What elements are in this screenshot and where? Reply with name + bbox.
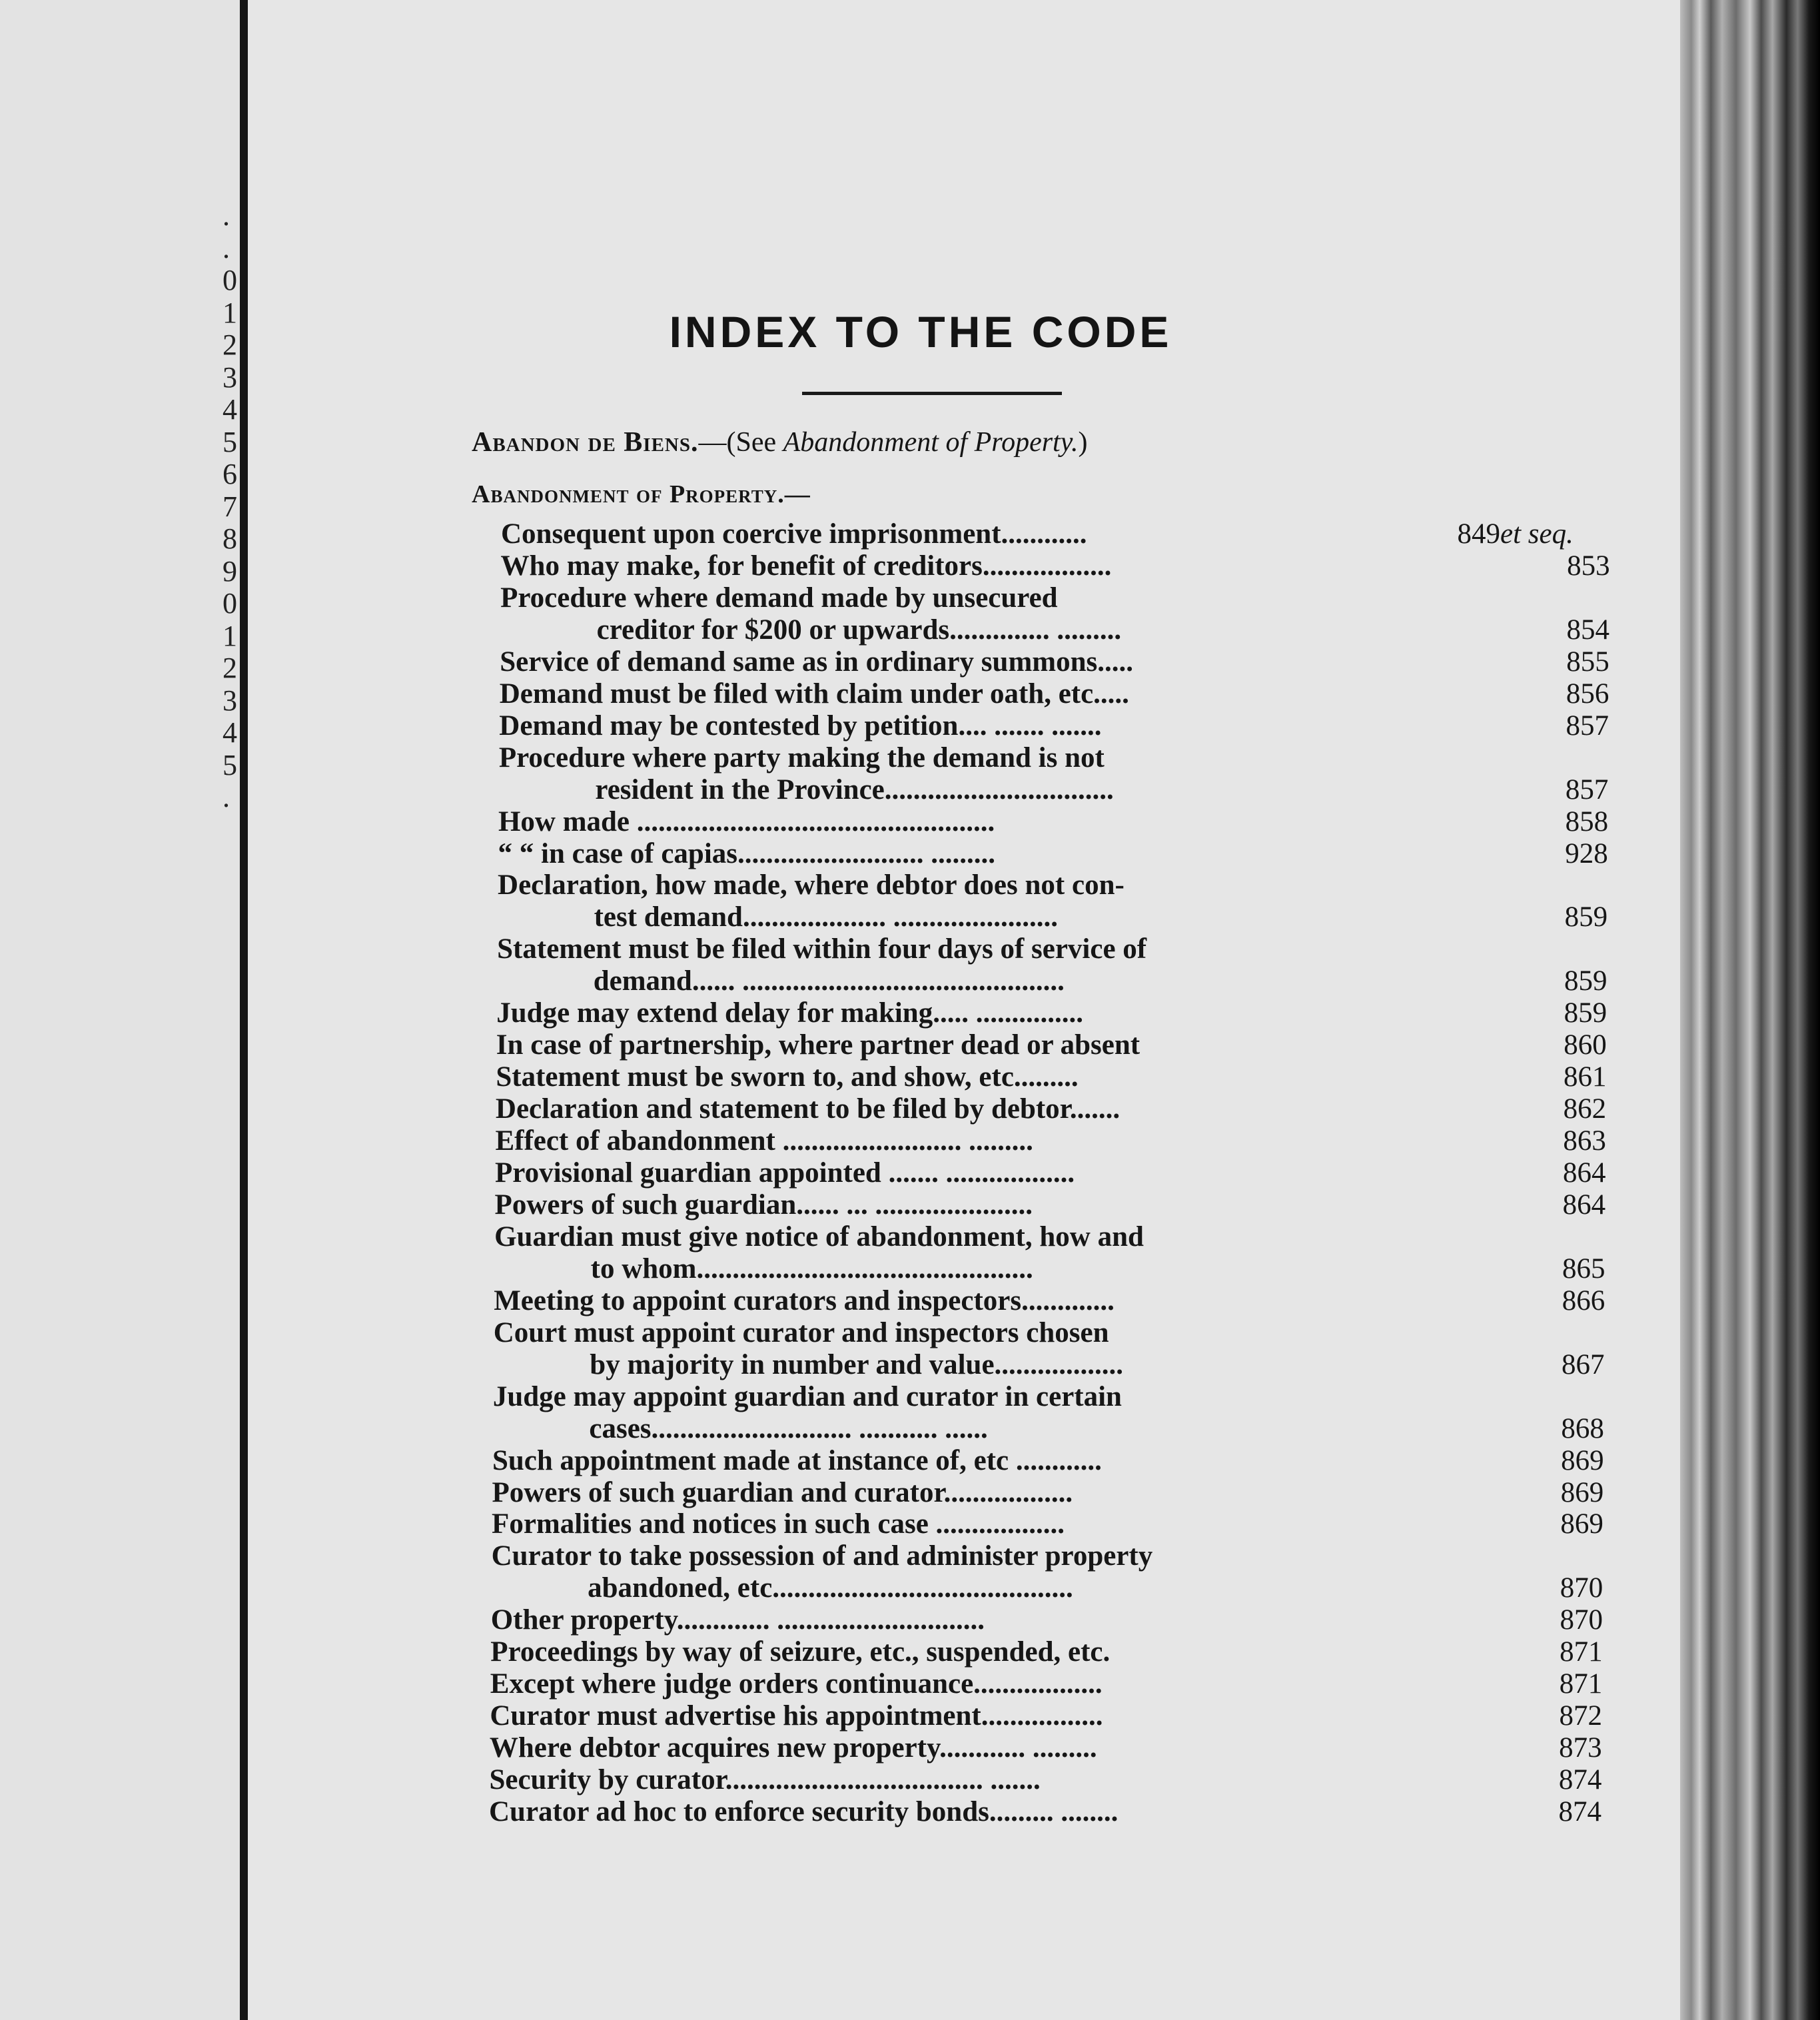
book-page-edges [1680, 0, 1820, 2020]
entry-text: Statement must be sworn to, and show, etc......... [496, 1061, 1079, 1093]
entry-page-number: 868 [1561, 1412, 1604, 1444]
entry-text: Judge may extend delay for making..... ............... [496, 997, 1083, 1029]
index-entry [248, 1285, 1680, 1317]
index-entry [248, 1540, 1680, 1572]
entry-text: Procedure where party making the demand is not [498, 742, 1105, 773]
entry-page-number: 869 [1561, 1444, 1604, 1476]
index-entry [248, 1221, 1680, 1253]
heading-abandonment-of-property: Abandonment of Property.— [472, 480, 811, 508]
index-entry [248, 1445, 1680, 1477]
index-entry [248, 1764, 1680, 1796]
entry-page-number: 872 [1559, 1700, 1602, 1732]
entry-text: Curator must advertise his appointment................. [490, 1700, 1103, 1732]
index-entries [248, 0, 1680, 2020]
index-entry [248, 710, 1680, 742]
index-entry [248, 1093, 1680, 1125]
entry-text: Court must appoint curator and inspectors chosen [493, 1316, 1109, 1348]
entry-text: Declaration, how made, where debtor does not con- [498, 869, 1125, 901]
entry-text: Proceedings by way of seizure, etc., suspended, etc. [490, 1636, 1111, 1668]
entry-text: test demand.................... ....................... [594, 901, 1058, 933]
heading-label: Abandon de Biens. [472, 427, 699, 458]
left-page-edge [0, 0, 240, 2020]
entry-page-number: 858 [1565, 805, 1609, 837]
entry-text: Such appointment made at instance of, etc ............ [492, 1444, 1102, 1476]
index-page [248, 0, 1680, 2020]
index-entry [248, 1636, 1680, 1668]
entry-page-suffix: et seq. [1500, 518, 1574, 550]
entry-text: Meeting to appoint curators and inspectors............. [494, 1284, 1115, 1316]
index-entry [248, 933, 1680, 965]
entry-page-number: 857 [1565, 773, 1609, 805]
entry-page-number: 849 [1457, 518, 1500, 550]
entry-text: cases............................ ........... ...... [589, 1412, 988, 1444]
index-entry [248, 1029, 1680, 1061]
index-entry [248, 1253, 1680, 1285]
entry-page-number: 857 [1566, 710, 1609, 742]
entry-text: Judge may appoint guardian and curator in certain [492, 1380, 1122, 1412]
entry-page-number: 870 [1560, 1572, 1603, 1604]
index-entry [248, 1189, 1680, 1221]
entry-text: Other property............. ............................. [490, 1604, 985, 1636]
entry-text: to whom............................................... [590, 1253, 1033, 1284]
entry-page-number: 869 [1560, 1476, 1604, 1508]
entry-page-number: 854 [1566, 614, 1610, 646]
entry-text: In case of partnership, where partner dead or absent [496, 1029, 1140, 1061]
index-entry [248, 838, 1680, 870]
entry-text: Guardian must give notice of abandonment, how and [494, 1221, 1144, 1253]
index-entry [248, 646, 1680, 678]
index-entry [248, 806, 1680, 838]
entry-page-number: 861 [1563, 1061, 1607, 1093]
entry-text: Security by curator.................................... ....... [489, 1764, 1041, 1796]
index-entry [248, 1061, 1680, 1093]
entry-page-number: 928 [1565, 837, 1608, 869]
index-entry [248, 1796, 1680, 1828]
entry-text: Powers of such guardian and curator.................. [492, 1476, 1073, 1508]
index-entry [248, 742, 1680, 774]
entry-text: Consequent upon coercive imprisonment............ [501, 518, 1087, 550]
entry-text: Curator to take possession of and administer property [491, 1540, 1153, 1572]
entry-text: Effect of abandonment ......................... ......... [495, 1125, 1033, 1157]
entry-text: by majority in number and value.................. [590, 1348, 1124, 1380]
index-entry [248, 774, 1680, 806]
entry-page-number: 867 [1562, 1348, 1605, 1380]
left-page-edge-text: . . 0 1 2 3 4 5 6 7 8 9 0 1 2 3 4 5 . [223, 200, 237, 813]
entry-text: abandoned, etc.......................................... [588, 1572, 1073, 1604]
index-entry [248, 901, 1680, 933]
entry-page-number: 855 [1566, 646, 1609, 678]
entry-page-number: 865 [1562, 1253, 1605, 1284]
entry-page-number: 869 [1560, 1508, 1603, 1540]
entry-text: Who may make, for benefit of creditors.................. [500, 550, 1112, 582]
index-entry [248, 614, 1680, 646]
index-entry [248, 1413, 1680, 1445]
index-entry [248, 550, 1680, 582]
entry-text: Declaration and statement to be filed by debtor....... [495, 1093, 1121, 1125]
entry-text: Service of demand same as in ordinary summons..... [500, 646, 1133, 678]
see-suffix: ) [1078, 427, 1088, 458]
page-title: INDEX TO THE CODE [669, 307, 1172, 356]
index-entry [248, 1732, 1680, 1764]
index-entry [248, 1317, 1680, 1349]
entry-page-number: 859 [1564, 997, 1607, 1029]
entry-text: Where debtor acquires new property............ ......... [489, 1732, 1097, 1764]
entry-text: Procedure where demand made by unsecured [500, 582, 1058, 614]
book-gutter [240, 0, 248, 2020]
entry-text: “ “ in case of capias.......................... ......... [498, 837, 996, 869]
entry-page-number: 874 [1558, 1796, 1601, 1827]
index-entry [248, 1381, 1680, 1413]
index-entry [248, 1508, 1680, 1540]
entry-page-number: 864 [1562, 1189, 1606, 1221]
see-reference: Abandonment of Property. [783, 427, 1079, 458]
entry-page-number: 862 [1563, 1093, 1607, 1125]
index-entry [248, 1572, 1680, 1604]
entry-page-number: 859 [1564, 901, 1608, 933]
entry-text: Demand must be filed with claim under oath, etc..... [499, 678, 1129, 710]
entry-text: Statement must be filed within four days of service of [497, 933, 1147, 965]
entry-page-number: 873 [1559, 1732, 1602, 1764]
entry-page-number: 860 [1564, 1029, 1607, 1061]
entry-page-number: 853 [1567, 550, 1610, 582]
entry-page-number: 874 [1558, 1764, 1602, 1796]
index-entry [248, 965, 1680, 997]
entry-text: demand...... ............................................. [593, 965, 1065, 997]
index-entry [248, 1349, 1680, 1381]
entry-page-number: 856 [1566, 678, 1609, 710]
index-entry [248, 1604, 1680, 1636]
entry-page-number: 863 [1563, 1125, 1606, 1157]
entry-page-number: 870 [1560, 1604, 1603, 1636]
entry-text: Demand may be contested by petition.... ....... ....... [499, 710, 1102, 742]
entry-text: Provisional guardian appointed ....... .................. [495, 1157, 1075, 1189]
entry-text: resident in the Province................................ [595, 773, 1114, 805]
index-entry [248, 997, 1680, 1029]
entry-text: creditor for $200 or upwards.............. ......... [596, 614, 1122, 646]
entry-page-number: 866 [1562, 1284, 1605, 1316]
index-entry [248, 518, 1680, 550]
entry-text: How made .................................................. [498, 805, 995, 837]
entry-page-number: 871 [1559, 1668, 1603, 1700]
index-entry [248, 1157, 1680, 1189]
entry-text: Powers of such guardian...... ... ...................... [494, 1189, 1033, 1221]
index-entry [248, 582, 1680, 614]
entry-page-number: 864 [1563, 1157, 1606, 1189]
index-entry [248, 1700, 1680, 1732]
entry-text: Curator ad hoc to enforce security bonds......... ........ [489, 1796, 1119, 1827]
index-entry [248, 1125, 1680, 1157]
entry-text: Except where judge orders continuance.................. [490, 1668, 1103, 1700]
see-prefix: —(See [698, 427, 783, 458]
entry-page-number: 859 [1564, 965, 1607, 997]
entry-page-number: 871 [1560, 1636, 1603, 1668]
index-entry [248, 1477, 1680, 1509]
index-entry [248, 869, 1680, 901]
index-entry [248, 678, 1680, 710]
index-entry [248, 1668, 1680, 1700]
entry-text: Formalities and notices in such case .................. [492, 1508, 1065, 1540]
